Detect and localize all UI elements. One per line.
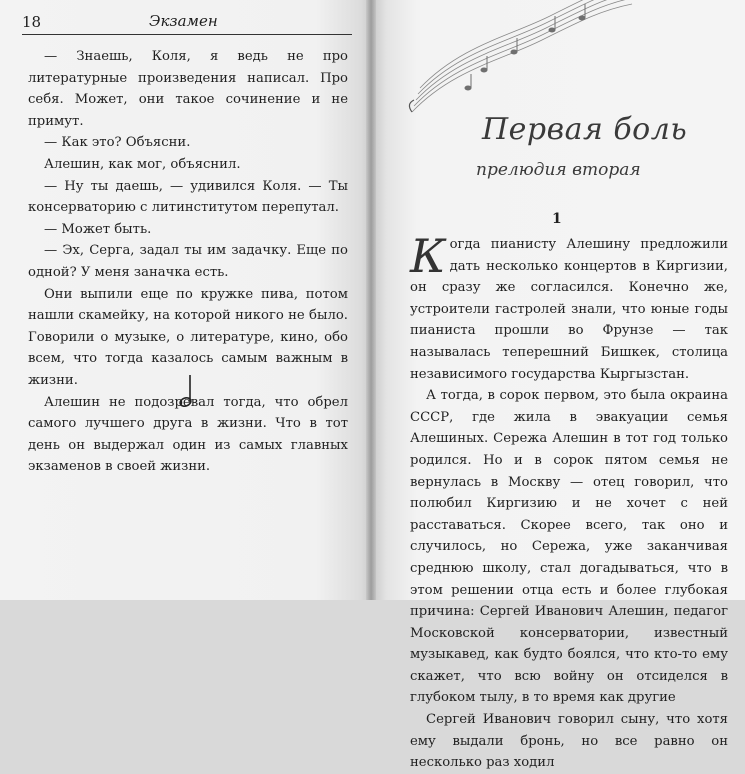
paragraph: А тогда, в сорок первом, это была окраина СССР, где жила в эвакуации семья Алешиных. Сережа Алешин в тот год только родился. Но и в сорок пятом семья не вернулась в Москву — отец говорил, что полюбил Киргизию и не хочет с ней расставаться. Скорее всего, так оно и случилось, но Сережа, уже заканчивая среднюю школу, стал догадываться, что в этом решении отца есть и более глубокая причина: Сергей Иванович Алешин, педагог Московской консерватории, известный музыкавед, как будто боялся, что кто-то ему скажет, что всю войну он отсиделся в глубоком тылу, в то время как другие	[410, 388, 728, 706]
right-body-text	[410, 229, 728, 774]
paragraph: — Ну ты даешь, — удивился Коля. — Ты консерваторию с литинститутом перепутал.	[28, 178, 348, 216]
left-body-text	[28, 46, 348, 478]
paragraph-text: огда пианисту Алешину предложили дать несколько концертов в Киргизии, он сразу же согласился. Конечно же, устроители гастролей знали, что юные годы пианиста прошли во Фрунзе — так называлась теперешний Бишкек, столица независимого государства Кыргызстан.	[410, 237, 728, 382]
book-gutter	[366, 0, 376, 600]
section-number: 1	[552, 211, 562, 227]
music-note-icon	[176, 373, 198, 409]
chapter-title: Первая боль	[482, 112, 688, 147]
chapter-subtitle: прелюдия вторая	[476, 160, 641, 180]
paragraph: Они выпили еще по кружке пива, потом нашли скамейку, на которой никого не было. Говорили о музыке, о литературе, кино, обо всем, что тогда казалось самым важным в жизни.	[28, 286, 348, 388]
paragraph: — Как это? Объясни.	[44, 135, 191, 151]
paragraph: Алешин, как мог, объяснил.	[44, 156, 241, 172]
page-header	[22, 12, 352, 35]
first-paragraph	[410, 229, 728, 385]
paragraph: — Эх, Серга, задал ты им задачку. Еще по одной? У меня заначка есть.	[28, 243, 348, 280]
running-title: Экзамен	[149, 12, 218, 30]
drop-cap: К	[410, 229, 446, 283]
music-staff-swirl-icon	[392, 0, 632, 120]
paragraph: Сергей Иванович говорил сыну, что хотя ему выдали бронь, но все равно он несколько раз ходил	[410, 712, 728, 771]
left-page	[0, 0, 372, 600]
paragraph: — Может быть.	[44, 221, 152, 237]
page-number: 18	[22, 13, 42, 31]
paragraph: — Знаешь, Коля, я ведь не про литературные произведения написал. Про себя. Может, они такое сочинение и не примут.	[28, 49, 348, 129]
right-page	[372, 0, 745, 771]
paragraph: Алешин не подозревал тогда, что обрел самого лучшего друга в жизни. Что в тот день он выдержал один из самых главных экзаменов в своей жизни.	[28, 394, 348, 475]
